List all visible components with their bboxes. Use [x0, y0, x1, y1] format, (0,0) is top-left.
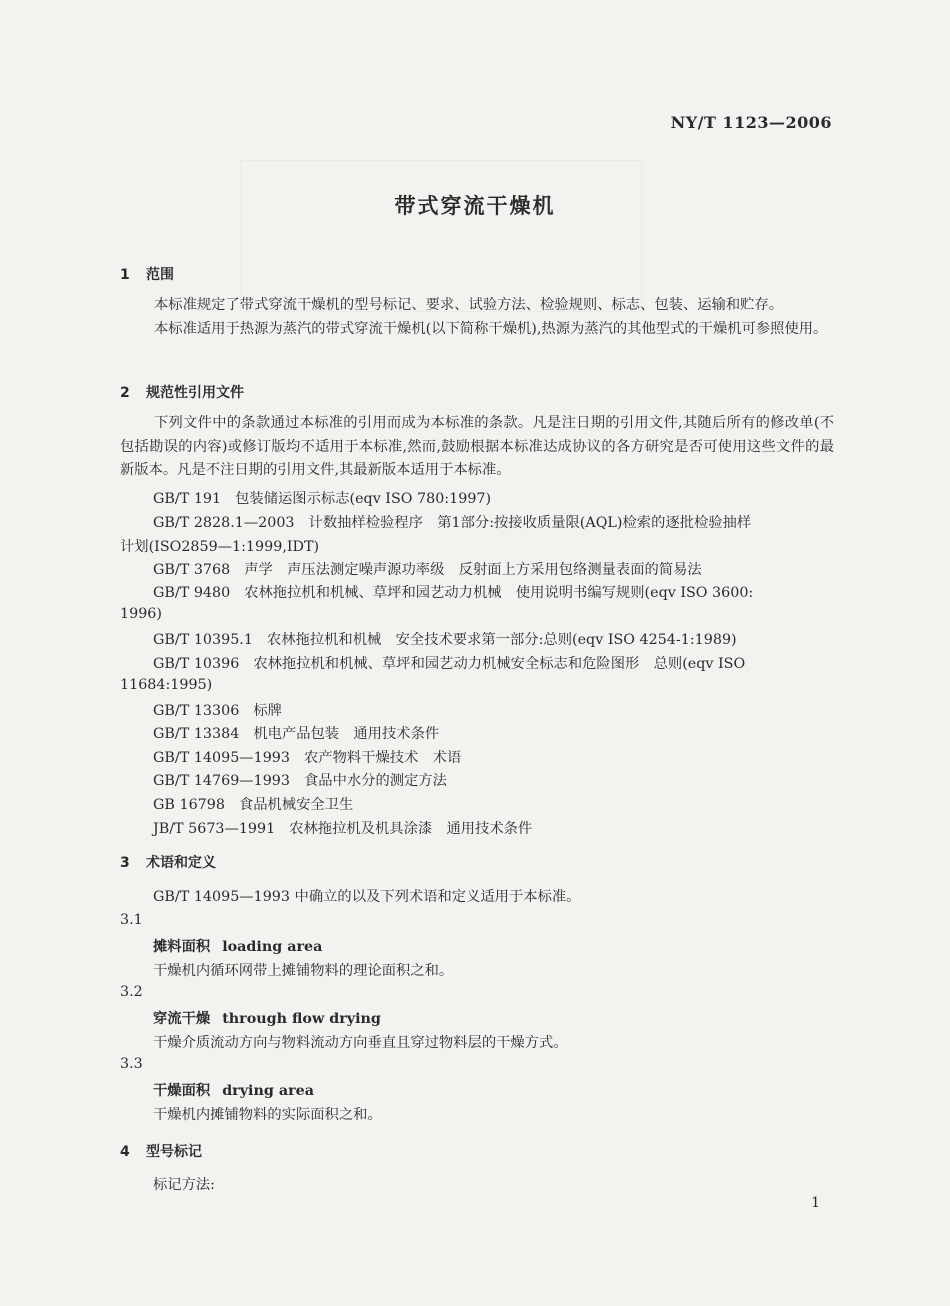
reference-item: GB/T 2828.1—2003 计数抽样检验程序 第1部分:按接收质量限(AQL)检索的逐批检验抽样	[153, 515, 752, 531]
reference-continuation: 11684:1995)	[120, 677, 213, 693]
reference-item: GB/T 14769—1993 食品中水分的测定方法	[153, 773, 447, 789]
page-number: 1	[811, 1195, 820, 1211]
section-heading-2	[120, 382, 244, 402]
clause-number: 3.2	[120, 984, 143, 1000]
section-title: 术语和定义	[146, 855, 216, 871]
bleed-through-shadow	[240, 160, 642, 312]
term-definition: 干燥机内摊铺物料的实际面积之和。	[153, 1107, 382, 1123]
term-heading: 摊料面积 loading area	[153, 939, 323, 955]
reference-item: GB/T 13384 机电产品包装 通用技术条件	[153, 726, 440, 742]
section-heading-4	[120, 1141, 202, 1161]
clause-number: 3.1	[120, 912, 143, 928]
term-heading: 干燥面积 drying area	[153, 1083, 314, 1099]
section-heading-1	[120, 264, 174, 284]
reference-item: GB/T 9480 农林拖拉机和机械、草坪和园艺动力机械 使用说明书编写规则(eqv ISO 3600:	[153, 585, 754, 601]
reference-item: GB/T 3768 声学 声压法测定噪声源功率级 反射面上方采用包络测量表面的简易法	[153, 562, 702, 578]
section-title: 范围	[146, 267, 174, 283]
term-definition: 干燥机内循环网带上摊铺物料的理论面积之和。	[153, 963, 454, 979]
reference-item: GB/T 191 包装储运图示标志(eqv ISO 780:1997)	[153, 491, 492, 507]
marking-text: 标记方法:	[153, 1177, 216, 1193]
reference-item: GB/T 13306 标牌	[153, 703, 282, 719]
section-title: 型号标记	[146, 1144, 202, 1160]
scope-paragraph-1: 本标准规定了带式穿流干燥机的型号标记、要求、试验方法、检验规则、标志、包装、运输和贮存。	[154, 297, 784, 313]
term-heading: 穿流干燥 through flow drying	[153, 1011, 381, 1027]
section-number: 4	[120, 1144, 130, 1160]
reference-item: GB/T 14095—1993 农产物料干燥技术 术语	[153, 750, 462, 766]
clause-number: 3.3	[120, 1056, 143, 1072]
reference-continuation: 计划(ISO2859—1:1999,IDT)	[120, 539, 320, 555]
reference-item: GB 16798 食品机械安全卫生	[153, 797, 354, 813]
reference-item: GB/T 10396 农林拖拉机和机械、草坪和园艺动力机械安全标志和危险图形 总则(eqv ISO	[153, 656, 746, 672]
section-number: 2	[120, 385, 130, 401]
terms-intro: GB/T 14095—1993 中确立的以及下列术语和定义适用于本标准。	[153, 889, 581, 905]
standard-code: NY/T 1123—2006	[670, 113, 832, 132]
scope-paragraph-2: 本标准适用于热源为蒸汽的带式穿流干燥机(以下简称干燥机),热源为蒸汽的其他型式的干燥机可参照使用。	[154, 321, 828, 337]
term-definition: 干燥介质流动方向与物料流动方向垂直且穿过物料层的干燥方式。	[153, 1035, 568, 1051]
section-number: 1	[120, 267, 130, 283]
reference-continuation: 1996)	[120, 606, 162, 622]
document-title: 带式穿流干燥机	[394, 194, 556, 218]
section-title: 规范性引用文件	[146, 385, 244, 401]
section-heading-3	[120, 852, 216, 872]
reference-item: JB/T 5673—1991 农林拖拉机及机具涂漆 通用技术条件	[153, 821, 533, 837]
reference-item: GB/T 10395.1 农林拖拉机和机械 安全技术要求第一部分:总则(eqv ISO 4254-1:1989)	[153, 632, 737, 648]
section-number: 3	[120, 855, 130, 871]
normative-intro: 下列文件中的条款通过本标准的引用而成为本标准的条款。凡是注日期的引用文件,其随后所有的修改单(不包括勘误的内容)或修订版均不适用于本标准,然而,鼓励根据本标准达成协议的各方研究是否可使用这些文件的最新版本。凡是不注日期的引用文件,其最新版本适用于本标准。	[120, 415, 834, 478]
